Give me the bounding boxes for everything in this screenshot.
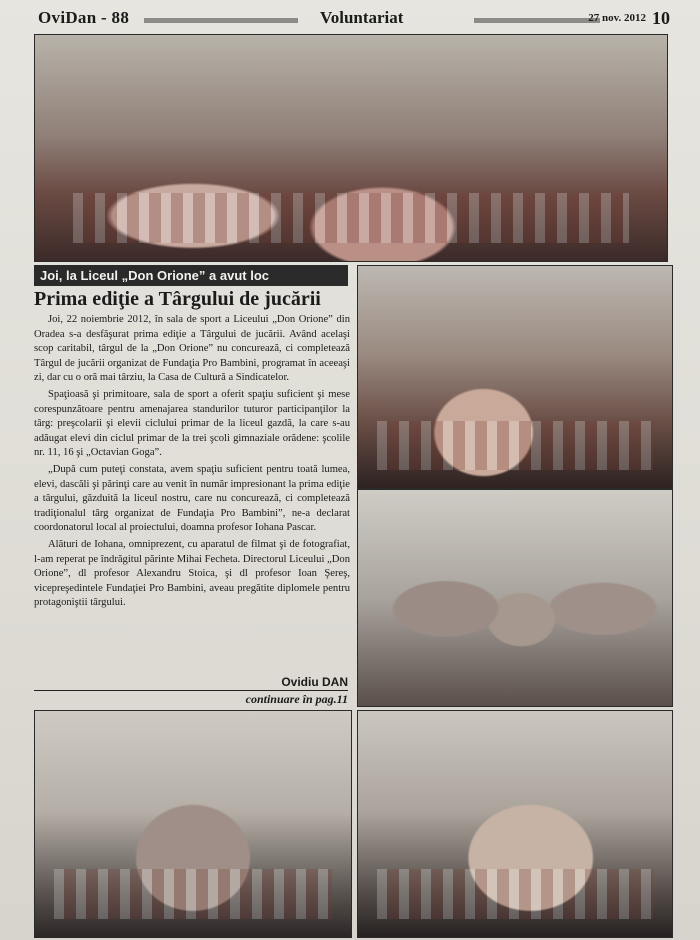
- article-paragraph: „După cum puteţi constata, avem spaţiu suficient pentru toată lumea, elevi, dascăli şi părinţi care au venit în număr impresionant la prima ediţie a târgului, găzduită la liceul nostru, care nu concurează, ci completează tradiţionalul târg organizat de Fundaţia Pro Bambini”, ne-a declarat coordonatorul local al proiectului, doamna profesor Iohana Pascar.: [34, 463, 350, 534]
- photo-fair-tables: [357, 710, 673, 938]
- masthead-rule-right: [474, 18, 600, 23]
- issue-date: 27 nov. 2012: [588, 12, 646, 24]
- masthead: [38, 8, 670, 30]
- article-author: Ovidiu DAN: [281, 675, 348, 689]
- masthead-rule-left: [144, 18, 298, 23]
- photo-three-children: [357, 489, 673, 707]
- section-title: Voluntariat: [320, 8, 404, 27]
- article-body: [34, 313, 350, 613]
- photo-children-with-toys: [34, 34, 668, 262]
- paper-name: OviDan - 88: [38, 8, 130, 27]
- article-paragraph: Spaţioasă şi primitoare, sala de sport a oferit spaţiu suficient şi mese corespunzătoare pentru amenajarea standurilor tuturor participanţilor la târg: preşcolarii şi elevii ciclului primar de la liceul gazdă, la care s-au adăugat elevi din ciclul primar de la trei şcoli gimnaziale orădene: şcolile nr. 11, 16 şi „Octavian Goga”.: [34, 388, 350, 459]
- continuation-note: continuare în pag.11: [34, 690, 348, 707]
- photo-toy-fair-stand: [357, 265, 673, 489]
- photo-children-in-gym: [34, 710, 352, 938]
- article-paragraph: Joi, 22 noiembrie 2012, în sala de sport a Liceului „Don Orione” din Oradea s-a desfăşurat prima ediţie a Târgului de jucării. Având acelaşi scop caritabil, târgul de la „Don Orione” nu concurează, ci completează Târgul de jucării organizat de Fundaţia Pro Bambini, programat în aceeaşi zi, dar cu o oră mai târziu, la Casa de Cultură a Sindicatelor.: [34, 314, 350, 384]
- article-kicker: Joi, la Liceul „Don Orione” a avut loc: [34, 265, 348, 286]
- article-paragraph: Alături de Iohana, omniprezent, cu aparatul de filmat şi de fotografiat, l-am reperat pe îndrăgitul părinte Mihai Fecheta. Directorul Liceului „Don Orione”, dl profesor Alexandru Stoica, şi dl profesor Ioan Şereş, vicepreşedintele Fundaţiei Pro Bambini, aveau pregătite diplomele pentru protagoniştii târgului.: [34, 538, 350, 609]
- page-number: 10: [652, 8, 670, 28]
- article-headline: Prima ediţie a Târgului de jucării: [34, 288, 321, 310]
